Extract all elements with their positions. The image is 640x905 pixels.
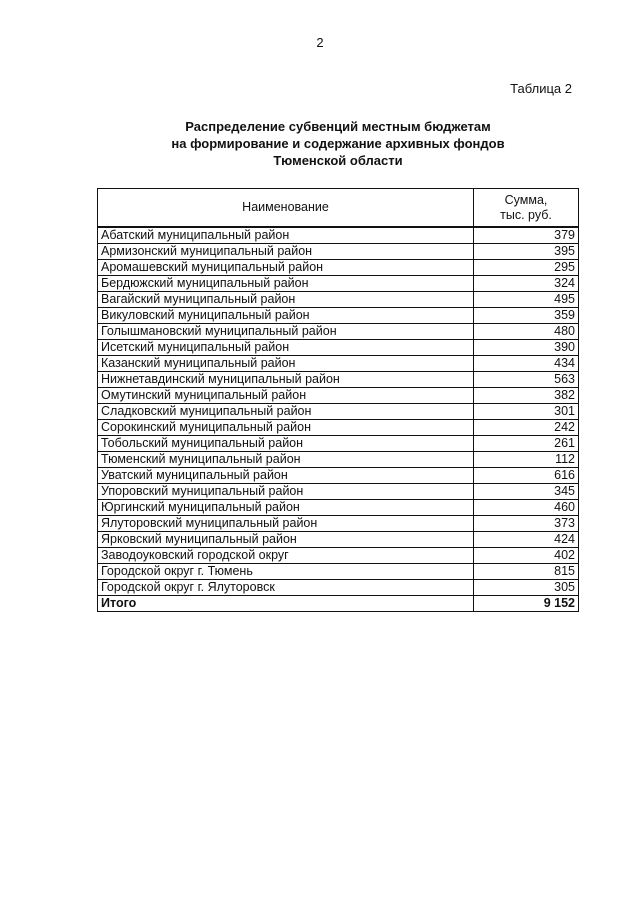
row-sum: 616 bbox=[474, 468, 579, 484]
table-row bbox=[98, 484, 579, 500]
row-name: Аромашевский муниципальный район bbox=[98, 260, 474, 276]
row-name: Ярковский муниципальный район bbox=[98, 532, 474, 548]
table-row bbox=[98, 420, 579, 436]
table-row bbox=[98, 260, 579, 276]
row-sum: 480 bbox=[474, 324, 579, 340]
header-sum bbox=[474, 189, 579, 228]
row-sum: 324 bbox=[474, 276, 579, 292]
table-row bbox=[98, 308, 579, 324]
table-row bbox=[98, 548, 579, 564]
row-name: Упоровский муниципальный район bbox=[98, 484, 474, 500]
row-name: Нижнетавдинский муниципальный район bbox=[98, 372, 474, 388]
row-name: Голышмановский муниципальный район bbox=[98, 324, 474, 340]
row-name: Исетский муниципальный район bbox=[98, 340, 474, 356]
row-sum: 382 bbox=[474, 388, 579, 404]
row-name: Уватский муниципальный район bbox=[98, 468, 474, 484]
table-row bbox=[98, 452, 579, 468]
row-sum: 815 bbox=[474, 564, 579, 580]
row-sum: 390 bbox=[474, 340, 579, 356]
table-row bbox=[98, 292, 579, 308]
table-row bbox=[98, 340, 579, 356]
row-sum: 301 bbox=[474, 404, 579, 420]
row-sum: 424 bbox=[474, 532, 579, 548]
row-name: Городской округ г. Ялуторовск bbox=[98, 580, 474, 596]
row-sum: 434 bbox=[474, 356, 579, 372]
row-name: Бердюжский муниципальный район bbox=[98, 276, 474, 292]
table-row bbox=[98, 356, 579, 372]
table-row bbox=[98, 436, 579, 452]
row-name: Абатский муниципальный район bbox=[98, 227, 474, 244]
row-sum: 379 bbox=[474, 227, 579, 244]
row-name: Вагайский муниципальный район bbox=[98, 292, 474, 308]
row-name: Юргинский муниципальный район bbox=[98, 500, 474, 516]
header-name: Наименование bbox=[98, 189, 474, 228]
row-name: Тюменский муниципальный район bbox=[98, 452, 474, 468]
row-name: Викуловский муниципальный район bbox=[98, 308, 474, 324]
total-label: Итого bbox=[98, 596, 474, 612]
table-row bbox=[98, 276, 579, 292]
table-row bbox=[98, 244, 579, 260]
row-sum: 402 bbox=[474, 548, 579, 564]
table-body bbox=[98, 227, 579, 612]
header-sum-line-1: Сумма, bbox=[504, 192, 548, 207]
row-name: Городской округ г. Тюмень bbox=[98, 564, 474, 580]
row-name: Армизонский муниципальный район bbox=[98, 244, 474, 260]
row-name: Казанский муниципальный район bbox=[98, 356, 474, 372]
row-sum: 305 bbox=[474, 580, 579, 596]
subventions-table bbox=[97, 188, 579, 612]
title-line-3: Тюменской области bbox=[273, 153, 403, 168]
row-name: Заводоуковский городской округ bbox=[98, 548, 474, 564]
table-row bbox=[98, 564, 579, 580]
row-sum: 373 bbox=[474, 516, 579, 532]
row-name: Сладковский муниципальный район bbox=[98, 404, 474, 420]
row-sum: 460 bbox=[474, 500, 579, 516]
row-sum: 112 bbox=[474, 452, 579, 468]
title-line-1: Распределение субвенций местным бюджетам bbox=[185, 119, 491, 134]
row-name: Сорокинский муниципальный район bbox=[98, 420, 474, 436]
page-number: 2 bbox=[316, 35, 324, 50]
table-row bbox=[98, 324, 579, 340]
table-row bbox=[98, 500, 579, 516]
table-row bbox=[98, 372, 579, 388]
table-row bbox=[98, 227, 579, 244]
table-row bbox=[98, 468, 579, 484]
row-sum: 395 bbox=[474, 244, 579, 260]
row-sum: 242 bbox=[474, 420, 579, 436]
table-row bbox=[98, 388, 579, 404]
row-sum: 345 bbox=[474, 484, 579, 500]
row-sum: 359 bbox=[474, 308, 579, 324]
row-name: Тобольский муниципальный район bbox=[98, 436, 474, 452]
row-sum: 563 bbox=[474, 372, 579, 388]
row-name: Омутинский муниципальный район bbox=[98, 388, 474, 404]
title-line-2: на формирование и содержание архивных фондов bbox=[171, 136, 505, 151]
table-row bbox=[98, 404, 579, 420]
table-total-row bbox=[98, 596, 579, 612]
row-sum: 295 bbox=[474, 260, 579, 276]
header-sum-line-2: тыс. руб. bbox=[500, 207, 552, 222]
table-row bbox=[98, 516, 579, 532]
table-label: Таблица 2 bbox=[510, 81, 572, 96]
document-title bbox=[0, 118, 640, 169]
row-sum: 495 bbox=[474, 292, 579, 308]
row-sum: 261 bbox=[474, 436, 579, 452]
row-name: Ялуторовский муниципальный район bbox=[98, 516, 474, 532]
table-header-row bbox=[98, 189, 579, 228]
total-sum: 9 152 bbox=[474, 596, 579, 612]
table-row bbox=[98, 532, 579, 548]
table-row bbox=[98, 580, 579, 596]
